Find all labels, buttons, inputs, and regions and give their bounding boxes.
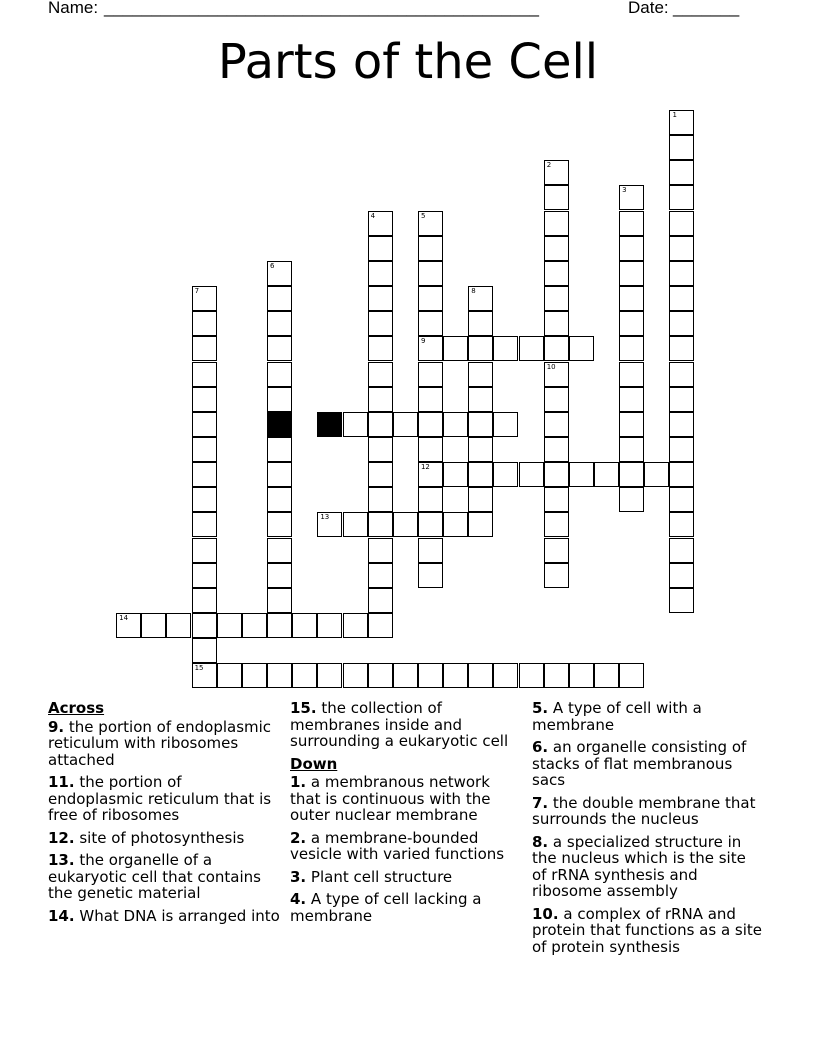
clue-down-2 xyxy=(290,830,522,863)
crossword-cell[interactable] xyxy=(493,663,518,688)
crossword-cell[interactable] xyxy=(544,211,569,236)
crossword-cell[interactable] xyxy=(493,336,518,361)
crossword-cell[interactable] xyxy=(368,387,393,412)
crossword-cell[interactable] xyxy=(267,362,292,387)
crossword-cell[interactable] xyxy=(468,437,493,462)
clue-text: the organelle of a eukaryotic cell that contains the genetic material xyxy=(48,851,261,902)
cell-number: 11 xyxy=(320,412,330,421)
crossword-cell[interactable] xyxy=(544,261,569,286)
crossword-cell[interactable] xyxy=(267,663,292,688)
crossword-cell[interactable] xyxy=(468,336,493,361)
crossword-cell[interactable] xyxy=(418,512,443,537)
crossword-cell[interactable] xyxy=(267,261,292,286)
crossword-cell[interactable] xyxy=(267,613,292,638)
crossword-cell[interactable] xyxy=(242,613,267,638)
clue-across-9 xyxy=(48,719,280,769)
crossword-cell[interactable] xyxy=(544,487,569,512)
crossword-cell[interactable] xyxy=(267,311,292,336)
crossword-cell[interactable] xyxy=(368,462,393,487)
crossword-cell[interactable] xyxy=(267,538,292,563)
crossword-cell[interactable] xyxy=(192,663,217,688)
crossword-cell[interactable] xyxy=(619,387,644,412)
cell-number: 7 xyxy=(194,287,200,296)
crossword-cell[interactable] xyxy=(418,211,443,236)
clue-down-7 xyxy=(532,795,764,828)
crossword-cell[interactable] xyxy=(669,538,694,563)
crossword-cell[interactable] xyxy=(544,160,569,185)
crossword-cell[interactable] xyxy=(519,462,544,487)
crossword-cell[interactable] xyxy=(192,362,217,387)
crossword-cell[interactable] xyxy=(468,387,493,412)
crossword-cell[interactable] xyxy=(192,311,217,336)
crossword-cell[interactable] xyxy=(544,236,569,261)
crossword-cell[interactable] xyxy=(267,563,292,588)
crossword-cell[interactable] xyxy=(192,588,217,613)
crossword-cell[interactable] xyxy=(418,663,443,688)
crossword-cell[interactable] xyxy=(669,563,694,588)
crossword-cell[interactable] xyxy=(544,512,569,537)
crossword-cell[interactable] xyxy=(418,261,443,286)
crossword-cell[interactable] xyxy=(493,412,518,437)
crossword-cell[interactable] xyxy=(192,336,217,361)
crossword-cell[interactable] xyxy=(619,286,644,311)
crossword-cell[interactable] xyxy=(544,336,569,361)
crossword-cell[interactable] xyxy=(669,412,694,437)
crossword-cell[interactable] xyxy=(468,462,493,487)
clue-text: A type of cell lacking a membrane xyxy=(290,890,482,925)
clue-number: 4. xyxy=(290,890,307,908)
crossword-cell[interactable] xyxy=(418,286,443,311)
cell-number: 12 xyxy=(420,463,430,472)
cell-number: 14 xyxy=(119,614,129,622)
crossword-cell[interactable] xyxy=(418,236,443,261)
crossword-cell[interactable] xyxy=(669,487,694,512)
crossword-cell[interactable] xyxy=(544,412,569,437)
clue-number: 5. xyxy=(532,699,549,717)
crossword-cell[interactable] xyxy=(669,110,694,135)
crossword-cell[interactable] xyxy=(669,588,694,613)
clues-column-1 xyxy=(48,700,280,930)
clue-text: A type of cell with a membrane xyxy=(532,699,702,734)
crossword-cell[interactable] xyxy=(418,563,443,588)
clue-across-15 xyxy=(290,700,522,750)
crossword-cell[interactable] xyxy=(544,311,569,336)
clue-text: site of photosynthesis xyxy=(79,828,245,847)
clue-text: a membrane-bounded vesicle with varied functions xyxy=(290,828,505,863)
crossword-cell[interactable] xyxy=(192,538,217,563)
clue-number: 15. xyxy=(290,699,317,717)
date-label: Date: xyxy=(628,0,669,17)
clue-text: the portion of endoplasmic reticulum that is free of ribosomes xyxy=(48,773,272,824)
crossword-cell[interactable] xyxy=(343,663,368,688)
crossword-cell[interactable] xyxy=(468,412,493,437)
clue-down-10 xyxy=(532,906,764,956)
cell-number: 2 xyxy=(546,161,552,170)
crossword-cell[interactable] xyxy=(242,663,267,688)
clue-text: a specialized structure in the nucleus which is the site of rRNA synthesis and ribosome assembly xyxy=(532,832,746,900)
crossword-cell[interactable] xyxy=(192,512,217,537)
crossword-cell[interactable] xyxy=(619,487,644,512)
across-heading: Across xyxy=(48,699,105,717)
crossword-cell[interactable] xyxy=(267,336,292,361)
clues-column-2 xyxy=(290,700,522,930)
crossword-cell[interactable] xyxy=(141,613,166,638)
crossword-cell[interactable] xyxy=(217,663,242,688)
crossword-cell[interactable] xyxy=(418,538,443,563)
crossword-cell[interactable] xyxy=(619,185,644,210)
clue-across-11 xyxy=(48,774,280,824)
crossword-cell[interactable] xyxy=(368,362,393,387)
name-label: Name: xyxy=(48,0,99,17)
crossword-cell[interactable] xyxy=(669,512,694,537)
clue-down-3 xyxy=(290,869,522,886)
crossword-cell[interactable] xyxy=(393,512,418,537)
crossword-cell[interactable] xyxy=(368,437,393,462)
crossword-cell[interactable] xyxy=(619,211,644,236)
clue-number: 2. xyxy=(290,828,307,847)
clue-down-4 xyxy=(290,891,522,924)
crossword-cell[interactable] xyxy=(368,412,393,437)
crossword-cell[interactable] xyxy=(192,437,217,462)
crossword-cell[interactable] xyxy=(418,487,443,512)
clue-text: What DNA is arranged into xyxy=(79,906,280,925)
clue-text: the double membrane that surrounds the nucleus xyxy=(532,793,756,828)
crossword-cell[interactable] xyxy=(544,437,569,462)
clue-number: 12. xyxy=(48,828,75,847)
crossword-cell[interactable] xyxy=(669,311,694,336)
crossword-cell[interactable] xyxy=(669,362,694,387)
crossword-cell[interactable] xyxy=(619,362,644,387)
crossword-cell[interactable] xyxy=(544,538,569,563)
cell-number: 5 xyxy=(420,211,426,220)
crossword-cell[interactable] xyxy=(368,487,393,512)
crossword-cell[interactable] xyxy=(468,311,493,336)
clue-across-14 xyxy=(48,908,280,925)
crossword-cell[interactable] xyxy=(418,412,443,437)
crossword-cell[interactable] xyxy=(217,613,242,638)
crossword-cell[interactable] xyxy=(317,613,342,638)
crossword-cell[interactable] xyxy=(619,311,644,336)
crossword-cell[interactable] xyxy=(116,613,141,638)
date-field[interactable]: _______ xyxy=(673,0,740,17)
crossword-cell[interactable] xyxy=(192,462,217,487)
crossword-cell[interactable] xyxy=(166,613,191,638)
crossword-cell[interactable] xyxy=(544,286,569,311)
crossword-cell[interactable] xyxy=(368,261,393,286)
clue-number: 3. xyxy=(290,867,307,886)
clue-number: 7. xyxy=(532,793,549,812)
crossword-cell[interactable] xyxy=(544,185,569,210)
crossword-cell[interactable] xyxy=(594,462,619,487)
crossword-cell[interactable] xyxy=(619,462,644,487)
clue-down-1 xyxy=(290,774,522,824)
crossword-cell[interactable] xyxy=(443,412,468,437)
crossword-cell[interactable] xyxy=(544,362,569,387)
crossword-cell[interactable] xyxy=(192,286,217,311)
crossword-cell[interactable] xyxy=(368,663,393,688)
crossword-cell[interactable] xyxy=(669,211,694,236)
crossword-cell[interactable] xyxy=(468,663,493,688)
crossword-cell[interactable] xyxy=(317,663,342,688)
crossword-cell[interactable] xyxy=(544,663,569,688)
page-title: Parts of the Cell xyxy=(217,34,599,90)
crossword-cell[interactable] xyxy=(418,362,443,387)
clue-text: a membranous network that is continuous with the outer nuclear membrane xyxy=(290,773,491,824)
crossword-cell[interactable] xyxy=(192,412,217,437)
crossword-cell[interactable] xyxy=(393,412,418,437)
clues-column-3 xyxy=(532,700,764,961)
clue-down-6 xyxy=(532,739,764,789)
clue-down-8 xyxy=(532,834,764,900)
crossword-cell[interactable] xyxy=(619,437,644,462)
crossword-cell[interactable] xyxy=(368,613,393,638)
crossword-cell[interactable] xyxy=(192,638,217,663)
clue-number: 1. xyxy=(290,773,307,791)
crossword-cell[interactable] xyxy=(569,336,594,361)
crossword-cell[interactable] xyxy=(317,512,342,537)
crossword-cell[interactable] xyxy=(544,462,569,487)
crossword-cell[interactable] xyxy=(468,512,493,537)
crossword-cell[interactable] xyxy=(292,613,317,638)
crossword-cell[interactable] xyxy=(292,663,317,688)
cell-number: 10 xyxy=(546,362,556,371)
crossword-cell[interactable] xyxy=(418,311,443,336)
crossword-cell[interactable] xyxy=(418,336,443,361)
crossword-cell[interactable] xyxy=(443,336,468,361)
cell-number: 9 xyxy=(420,337,426,346)
crossword-cell[interactable] xyxy=(343,613,368,638)
crossword-cell[interactable] xyxy=(368,588,393,613)
clue-text: an organelle consisting of stacks of flat membranous sacs xyxy=(532,738,747,789)
clue-number: 8. xyxy=(532,832,549,851)
clue-number: 10. xyxy=(532,904,559,923)
down-heading: Down xyxy=(290,754,338,773)
crossword-cell[interactable] xyxy=(267,512,292,537)
crossword-cell[interactable] xyxy=(619,261,644,286)
clue-down-5 xyxy=(532,700,764,733)
crossword-block xyxy=(317,412,342,437)
clue-number: 13. xyxy=(48,851,75,869)
crossword-cell[interactable] xyxy=(669,135,694,160)
cell-number: 4 xyxy=(370,211,376,220)
crossword-cell[interactable] xyxy=(368,512,393,537)
crossword-cell[interactable] xyxy=(619,412,644,437)
crossword-cell[interactable] xyxy=(192,487,217,512)
clue-number: 14. xyxy=(48,906,75,925)
crossword-cell[interactable] xyxy=(443,663,468,688)
crossword-block xyxy=(267,412,292,437)
crossword-cell[interactable] xyxy=(368,286,393,311)
crossword-cell[interactable] xyxy=(669,437,694,462)
crossword-cell[interactable] xyxy=(669,387,694,412)
crossword-cell[interactable] xyxy=(368,563,393,588)
clue-number: 9. xyxy=(48,717,65,736)
clue-text: Plant cell structure xyxy=(310,867,453,886)
crossword-cell[interactable] xyxy=(544,387,569,412)
crossword-cell[interactable] xyxy=(619,663,644,688)
crossword-cell[interactable] xyxy=(267,286,292,311)
crossword-cell[interactable] xyxy=(418,462,443,487)
crossword-cell[interactable] xyxy=(343,512,368,537)
clue-number: 11. xyxy=(48,773,75,791)
crossword-cell[interactable] xyxy=(468,487,493,512)
crossword-cell[interactable] xyxy=(192,613,217,638)
clue-text: the portion of endoplasmic reticulum with ribosomes attached xyxy=(48,717,272,769)
crossword-cell[interactable] xyxy=(594,663,619,688)
crossword-cell[interactable] xyxy=(519,336,544,361)
crossword-cell[interactable] xyxy=(569,663,594,688)
crossword-cell[interactable] xyxy=(619,236,644,261)
crossword-cell[interactable] xyxy=(644,462,669,487)
crossword-cell[interactable] xyxy=(368,236,393,261)
cell-number: 8 xyxy=(471,287,476,296)
crossword-cell[interactable] xyxy=(368,538,393,563)
crossword-cell[interactable] xyxy=(418,437,443,462)
crossword-cell[interactable] xyxy=(267,437,292,462)
cell-number: 3 xyxy=(622,186,627,195)
name-field[interactable]: ______________________________________________ xyxy=(104,0,539,17)
clue-number: 6. xyxy=(532,738,549,756)
crossword-cell[interactable] xyxy=(669,336,694,361)
clue-across-13 xyxy=(48,852,280,902)
crossword-cell[interactable] xyxy=(267,387,292,412)
crossword-cell[interactable] xyxy=(669,286,694,311)
crossword-cell[interactable] xyxy=(669,236,694,261)
crossword-cell[interactable] xyxy=(192,387,217,412)
crossword-cell[interactable] xyxy=(368,311,393,336)
cell-number: 1 xyxy=(672,111,677,119)
cell-number: 6 xyxy=(270,261,275,270)
crossword-cell[interactable] xyxy=(544,563,569,588)
crossword-cell[interactable] xyxy=(267,588,292,613)
crossword-cell[interactable] xyxy=(267,487,292,512)
crossword-cell[interactable] xyxy=(669,261,694,286)
crossword-cell[interactable] xyxy=(368,211,393,236)
crossword-cell[interactable] xyxy=(443,462,468,487)
crossword-cell[interactable] xyxy=(443,512,468,537)
cell-number: 15 xyxy=(194,664,204,673)
crossword-cell[interactable] xyxy=(669,462,694,487)
crossword-cell[interactable] xyxy=(619,336,644,361)
crossword-cell[interactable] xyxy=(493,462,518,487)
crossword-cell[interactable] xyxy=(669,160,694,185)
clue-across-12 xyxy=(48,830,280,847)
crossword-cell[interactable] xyxy=(192,563,217,588)
cell-number: 13 xyxy=(320,513,330,522)
crossword-cell[interactable] xyxy=(267,462,292,487)
crossword-cell[interactable] xyxy=(519,663,544,688)
clue-text: the collection of membranes inside and surrounding a eukaryotic cell xyxy=(290,699,509,750)
crossword-cell[interactable] xyxy=(468,286,493,311)
crossword-cell[interactable] xyxy=(418,387,443,412)
crossword-cell[interactable] xyxy=(468,362,493,387)
crossword-cell[interactable] xyxy=(393,663,418,688)
clue-text: a complex of rRNA and protein that functions as a site of protein synthesis xyxy=(532,904,763,956)
crossword-cell[interactable] xyxy=(669,185,694,210)
crossword-cell[interactable] xyxy=(569,462,594,487)
crossword-cell[interactable] xyxy=(343,412,368,437)
crossword-cell[interactable] xyxy=(368,336,393,361)
